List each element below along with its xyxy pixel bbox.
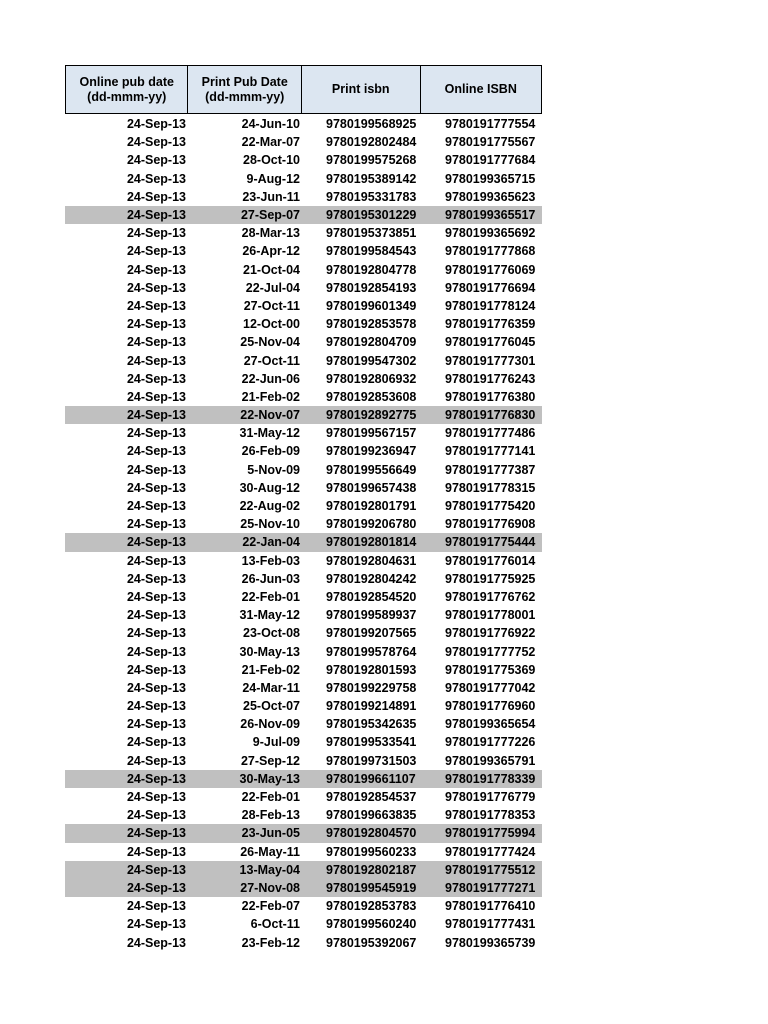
- cell-online-pub-date: 24-Sep-13: [126, 753, 186, 768]
- cell-print-pub-date: 27-Nov-08: [240, 880, 300, 895]
- cell-print-isbn: 9780199229758: [326, 680, 417, 695]
- cell-online-isbn: 9780191776830: [445, 408, 536, 423]
- table-row: [65, 170, 542, 188]
- cell-print-pub-date: 23-Jun-11: [242, 189, 300, 204]
- table-row: [65, 297, 542, 315]
- cell-online-isbn: 9780191775994: [445, 826, 536, 841]
- cell-print-pub-date: 6-Oct-11: [250, 917, 300, 932]
- table-row: [65, 697, 542, 715]
- table-row: [65, 442, 542, 460]
- cell-online-pub-date: 24-Sep-13: [126, 826, 186, 841]
- cell-online-pub-date: 24-Sep-13: [126, 662, 186, 677]
- cell-print-pub-date: 31-May-12: [239, 608, 300, 623]
- cell-online-isbn: 9780191775925: [445, 571, 536, 586]
- cell-print-isbn: 9780199560233: [326, 844, 417, 859]
- cell-online-isbn: 9780191775369: [445, 662, 536, 677]
- cell-online-isbn: 9780191776359: [445, 317, 536, 332]
- cell-online-isbn: 9780191777431: [445, 917, 536, 932]
- cell-online-pub-date: 24-Sep-13: [126, 680, 186, 695]
- cell-online-isbn: 9780199365517: [445, 208, 536, 223]
- cell-print-pub-date: 25-Nov-10: [240, 517, 300, 532]
- cell-print-pub-date: 27-Sep-07: [240, 208, 300, 223]
- cell-print-isbn: 9780199663835: [326, 808, 417, 823]
- table-row: [65, 824, 542, 842]
- cell-print-isbn: 9780199731503: [326, 753, 417, 768]
- cell-online-isbn: 9780191777301: [445, 353, 536, 368]
- cell-online-isbn: 9780199365654: [445, 717, 536, 732]
- cell-online-pub-date: 24-Sep-13: [126, 644, 186, 659]
- cell-online-isbn: 9780191777042: [445, 680, 536, 695]
- cell-print-pub-date: 23-Oct-08: [243, 626, 300, 641]
- cell-print-pub-date: 28-Mar-13: [241, 226, 300, 241]
- table-row: [65, 861, 542, 879]
- cell-online-pub-date: 24-Sep-13: [126, 189, 186, 204]
- cell-print-pub-date: 12-Oct-00: [243, 317, 300, 332]
- cell-print-pub-date: 28-Oct-10: [243, 153, 300, 168]
- cell-print-isbn: 9780199657438: [326, 480, 417, 495]
- table-row: [65, 188, 542, 206]
- cell-online-pub-date: 24-Sep-13: [126, 171, 186, 186]
- cell-online-isbn: 9780191778353: [445, 808, 536, 823]
- cell-print-pub-date: 26-May-11: [240, 844, 300, 859]
- cell-print-isbn: 9780199589937: [326, 608, 417, 623]
- cell-print-pub-date: 23-Jun-05: [241, 826, 300, 841]
- cell-print-isbn: 9780195373851: [326, 226, 417, 241]
- cell-online-pub-date: 24-Sep-13: [126, 317, 186, 332]
- cell-online-isbn: 9780191778339: [445, 771, 536, 786]
- table-row: [65, 497, 542, 515]
- table-row: [65, 515, 542, 533]
- cell-online-pub-date: 24-Sep-13: [126, 226, 186, 241]
- cell-online-pub-date: 24-Sep-13: [126, 480, 186, 495]
- cell-print-isbn: 9780192853608: [326, 389, 417, 404]
- table-row: [65, 533, 542, 551]
- cell-online-pub-date: 24-Sep-13: [126, 499, 186, 514]
- table-row: [65, 661, 542, 679]
- cell-online-pub-date: 24-Sep-13: [126, 699, 186, 714]
- header-online-pub-date-label: Online pub date (dd-mmm-yy): [79, 74, 174, 104]
- cell-online-isbn: 9780191776069: [445, 262, 536, 277]
- header-online-isbn-label: Online ISBN: [444, 82, 517, 96]
- cell-print-isbn: 9780192854193: [326, 280, 417, 295]
- cell-online-isbn: 9780199365715: [445, 171, 536, 186]
- cell-online-isbn: 9780199365791: [445, 753, 536, 768]
- cell-print-isbn: 9780192804778: [326, 262, 417, 277]
- cell-print-isbn: 9780199236947: [326, 444, 417, 459]
- cell-print-pub-date: 9-Aug-12: [246, 171, 300, 186]
- cell-online-isbn: 9780191776380: [445, 389, 536, 404]
- table-row: [65, 388, 542, 406]
- cell-online-pub-date: 24-Sep-13: [126, 298, 186, 313]
- cell-online-isbn: 9780191776762: [445, 589, 536, 604]
- cell-print-isbn: 9780199560240: [326, 917, 417, 932]
- cell-print-isbn: 9780199575268: [326, 153, 417, 168]
- cell-print-isbn: 9780192853783: [326, 899, 417, 914]
- cell-print-pub-date: 22-Nov-07: [240, 408, 300, 423]
- cell-print-isbn: 9780195389142: [326, 171, 417, 186]
- cell-print-pub-date: 9-Jul-09: [252, 735, 300, 750]
- table-row: [65, 843, 542, 861]
- cell-online-pub-date: 24-Sep-13: [126, 444, 186, 459]
- cell-print-isbn: 9780199568925: [326, 117, 417, 132]
- cell-online-isbn: 9780191776014: [445, 553, 536, 568]
- cell-print-isbn: 9780199567157: [326, 426, 417, 441]
- cell-print-pub-date: 21-Feb-02: [241, 389, 300, 404]
- cell-online-isbn: 9780191777141: [445, 444, 536, 459]
- table-row: [65, 624, 542, 642]
- cell-print-pub-date: 25-Nov-04: [240, 335, 300, 350]
- cell-online-isbn: 9780191776960: [445, 699, 536, 714]
- cell-print-isbn: 9780199214891: [326, 699, 417, 714]
- cell-print-pub-date: 22-Feb-07: [241, 899, 300, 914]
- cell-print-isbn: 9780199556649: [326, 462, 417, 477]
- cell-print-pub-date: 13-Feb-03: [241, 553, 300, 568]
- cell-online-pub-date: 24-Sep-13: [126, 917, 186, 932]
- cell-print-isbn: 9780192804709: [326, 335, 417, 350]
- cell-print-pub-date: 22-Feb-01: [241, 589, 300, 604]
- cell-online-pub-date: 24-Sep-13: [126, 135, 186, 150]
- table-row: [65, 151, 542, 169]
- header-print-pub-date-label: Print Pub Date (dd-mmm-yy): [201, 74, 288, 104]
- table-row: [65, 261, 542, 279]
- cell-online-isbn: 9780191778001: [445, 608, 536, 623]
- table-row: [65, 333, 542, 351]
- table-row: [65, 806, 542, 824]
- cell-print-pub-date: 21-Oct-04: [243, 262, 300, 277]
- cell-print-isbn: 9780192854537: [326, 790, 417, 805]
- cell-online-pub-date: 24-Sep-13: [126, 735, 186, 750]
- table-row: [65, 479, 542, 497]
- cell-print-isbn: 9780192804631: [326, 553, 417, 568]
- cell-print-pub-date: 13-May-04: [239, 862, 300, 877]
- cell-online-isbn: 9780191776410: [445, 899, 536, 914]
- cell-online-pub-date: 24-Sep-13: [126, 880, 186, 895]
- cell-print-pub-date: 23-Feb-12: [241, 935, 300, 950]
- cell-print-isbn: 9780192802187: [326, 862, 417, 877]
- cell-print-isbn: 9780199578764: [326, 644, 417, 659]
- cell-print-pub-date: 22-Feb-01: [241, 790, 300, 805]
- cell-online-pub-date: 24-Sep-13: [126, 790, 186, 805]
- cell-print-isbn: 9780195331783: [326, 189, 417, 204]
- cell-print-isbn: 9780192804242: [326, 571, 417, 586]
- cell-online-pub-date: 24-Sep-13: [126, 335, 186, 350]
- cell-online-isbn: 9780191777387: [445, 462, 536, 477]
- cell-online-isbn: 9780191775420: [445, 499, 536, 514]
- table-row: [65, 642, 542, 660]
- cell-print-isbn: 9780199661107: [326, 771, 416, 786]
- cell-online-isbn: 9780191776694: [445, 280, 536, 295]
- cell-online-isbn: 9780199365623: [445, 189, 536, 204]
- cell-print-pub-date: 24-Mar-11: [242, 680, 300, 695]
- cell-online-pub-date: 24-Sep-13: [126, 153, 186, 168]
- table-row: [65, 370, 542, 388]
- table-row: [65, 406, 542, 424]
- cell-print-isbn: 9780192801814: [326, 535, 417, 550]
- cell-print-pub-date: 22-Jul-04: [245, 280, 300, 295]
- cell-print-isbn: 9780195301229: [326, 208, 417, 223]
- cell-print-isbn: 9780192801791: [326, 499, 417, 514]
- isbn-table: [65, 65, 542, 952]
- table-row: [65, 133, 542, 151]
- cell-online-pub-date: 24-Sep-13: [126, 426, 186, 441]
- cell-online-pub-date: 24-Sep-13: [126, 608, 186, 623]
- cell-online-isbn: 9780191776045: [445, 335, 536, 350]
- cell-online-pub-date: 24-Sep-13: [126, 626, 186, 641]
- cell-print-pub-date: 31-May-12: [239, 426, 300, 441]
- cell-online-isbn: 9780191777868: [445, 244, 536, 259]
- cell-online-pub-date: 24-Sep-13: [126, 371, 186, 386]
- cell-online-isbn: 9780191777486: [445, 426, 536, 441]
- table-row: [65, 788, 542, 806]
- cell-print-isbn: 9780192806932: [326, 371, 417, 386]
- header-print-isbn: [302, 66, 421, 113]
- cell-online-isbn: 9780191778315: [445, 480, 536, 495]
- cell-online-pub-date: 24-Sep-13: [126, 117, 186, 132]
- cell-online-pub-date: 24-Sep-13: [126, 262, 186, 277]
- cell-online-pub-date: 24-Sep-13: [126, 408, 186, 423]
- cell-online-pub-date: 24-Sep-13: [126, 535, 186, 550]
- table-row: [65, 897, 542, 915]
- cell-print-isbn: 9780199547302: [326, 353, 417, 368]
- table-row: [65, 315, 542, 333]
- table-row: [65, 606, 542, 624]
- cell-print-pub-date: 26-Feb-09: [241, 444, 300, 459]
- cell-print-pub-date: 21-Feb-02: [241, 662, 300, 677]
- table-row: [65, 279, 542, 297]
- cell-online-pub-date: 24-Sep-13: [126, 353, 186, 368]
- cell-online-pub-date: 24-Sep-13: [126, 844, 186, 859]
- cell-online-isbn: 9780199365692: [445, 226, 536, 241]
- cell-online-isbn: 9780191777752: [445, 644, 536, 659]
- cell-online-isbn: 9780191778124: [445, 298, 536, 313]
- cell-online-isbn: 9780191776243: [445, 371, 536, 386]
- cell-print-pub-date: 28-Feb-13: [241, 808, 300, 823]
- cell-online-pub-date: 24-Sep-13: [126, 389, 186, 404]
- cell-print-isbn: 9780195342635: [326, 717, 417, 732]
- table-row: [65, 115, 542, 133]
- table-row: [65, 879, 542, 897]
- cell-print-isbn: 9780199601349: [326, 298, 417, 313]
- cell-online-pub-date: 24-Sep-13: [126, 280, 186, 295]
- cell-print-isbn: 9780195392067: [326, 935, 417, 950]
- cell-online-pub-date: 24-Sep-13: [126, 862, 186, 877]
- cell-print-isbn: 9780192854520: [326, 589, 417, 604]
- cell-print-pub-date: 30-May-13: [239, 644, 300, 659]
- cell-print-pub-date: 30-Aug-12: [239, 480, 300, 495]
- cell-print-isbn: 9780192802484: [326, 135, 417, 150]
- table-row: [65, 552, 542, 570]
- cell-print-pub-date: 22-Mar-07: [241, 135, 300, 150]
- table-row: [65, 715, 542, 733]
- table-row: [65, 224, 542, 242]
- cell-online-pub-date: 24-Sep-13: [126, 717, 186, 732]
- cell-online-isbn: 9780191777554: [445, 117, 536, 132]
- table-row: [65, 570, 542, 588]
- cell-print-isbn: 9780199533541: [326, 735, 417, 750]
- cell-online-pub-date: 24-Sep-13: [126, 571, 186, 586]
- header-print-isbn-label: Print isbn: [331, 82, 390, 96]
- table-row: [65, 679, 542, 697]
- cell-online-pub-date: 24-Sep-13: [126, 935, 186, 950]
- cell-online-isbn: 9780191777424: [445, 844, 536, 859]
- table-row: [65, 206, 542, 224]
- table-row: [65, 933, 542, 951]
- cell-print-pub-date: 26-Apr-12: [242, 244, 300, 259]
- cell-online-isbn: 9780191777226: [445, 735, 536, 750]
- table-row: [65, 424, 542, 442]
- cell-online-isbn: 9780191776908: [445, 517, 536, 532]
- cell-print-isbn: 9780199206780: [326, 517, 417, 532]
- cell-online-pub-date: 24-Sep-13: [126, 771, 186, 786]
- table-row: [65, 351, 542, 369]
- cell-print-pub-date: 30-May-13: [239, 771, 300, 786]
- cell-online-isbn: 9780191776922: [445, 626, 536, 641]
- cell-print-pub-date: 22-Jun-06: [241, 371, 300, 386]
- header-online-pub-date: [66, 66, 188, 113]
- cell-print-pub-date: 27-Sep-12: [240, 753, 300, 768]
- table-row: [65, 915, 542, 933]
- table-row: [65, 770, 542, 788]
- cell-print-pub-date: 27-Oct-11: [243, 353, 300, 368]
- cell-online-isbn: 9780191777271: [445, 880, 536, 895]
- cell-online-isbn: 9780191775567: [445, 135, 536, 150]
- table-row: [65, 733, 542, 751]
- cell-print-pub-date: 26-Jun-03: [241, 571, 300, 586]
- table-header: [65, 65, 542, 114]
- cell-online-isbn: 9780191775512: [445, 862, 536, 877]
- table-row: [65, 242, 542, 260]
- cell-print-pub-date: 27-Oct-11: [243, 298, 300, 313]
- cell-print-isbn: 9780192892775: [326, 408, 417, 423]
- cell-online-pub-date: 24-Sep-13: [126, 462, 186, 477]
- cell-online-pub-date: 24-Sep-13: [126, 589, 186, 604]
- cell-print-pub-date: 25-Oct-07: [243, 699, 300, 714]
- cell-print-pub-date: 24-Jun-10: [241, 117, 300, 132]
- cell-print-pub-date: 22-Aug-02: [239, 499, 300, 514]
- cell-print-isbn: 9780192804570: [326, 826, 417, 841]
- header-print-pub-date: [188, 66, 302, 113]
- cell-print-isbn: 9780199207565: [326, 626, 417, 641]
- cell-online-isbn: 9780191776779: [445, 790, 536, 805]
- cell-online-isbn: 9780191775444: [445, 535, 536, 550]
- cell-online-pub-date: 24-Sep-13: [126, 517, 186, 532]
- cell-online-pub-date: 24-Sep-13: [126, 808, 186, 823]
- cell-online-isbn: 9780191777684: [445, 153, 536, 168]
- cell-print-isbn: 9780199584543: [326, 244, 417, 259]
- cell-print-pub-date: 22-Jan-04: [242, 535, 300, 550]
- cell-print-pub-date: 26-Nov-09: [240, 717, 300, 732]
- header-online-isbn: [421, 66, 541, 113]
- table-row: [65, 461, 542, 479]
- table-body: [65, 115, 542, 952]
- cell-print-pub-date: 5-Nov-09: [247, 462, 300, 477]
- cell-print-isbn: 9780192801593: [326, 662, 417, 677]
- cell-online-pub-date: 24-Sep-13: [126, 208, 186, 223]
- cell-print-isbn: 9780199545919: [326, 880, 417, 895]
- table-row: [65, 752, 542, 770]
- cell-online-pub-date: 24-Sep-13: [126, 553, 186, 568]
- cell-print-isbn: 9780192853578: [326, 317, 417, 332]
- cell-online-pub-date: 24-Sep-13: [126, 899, 186, 914]
- table-row: [65, 588, 542, 606]
- cell-online-pub-date: 24-Sep-13: [126, 244, 186, 259]
- cell-online-isbn: 9780199365739: [445, 935, 536, 950]
